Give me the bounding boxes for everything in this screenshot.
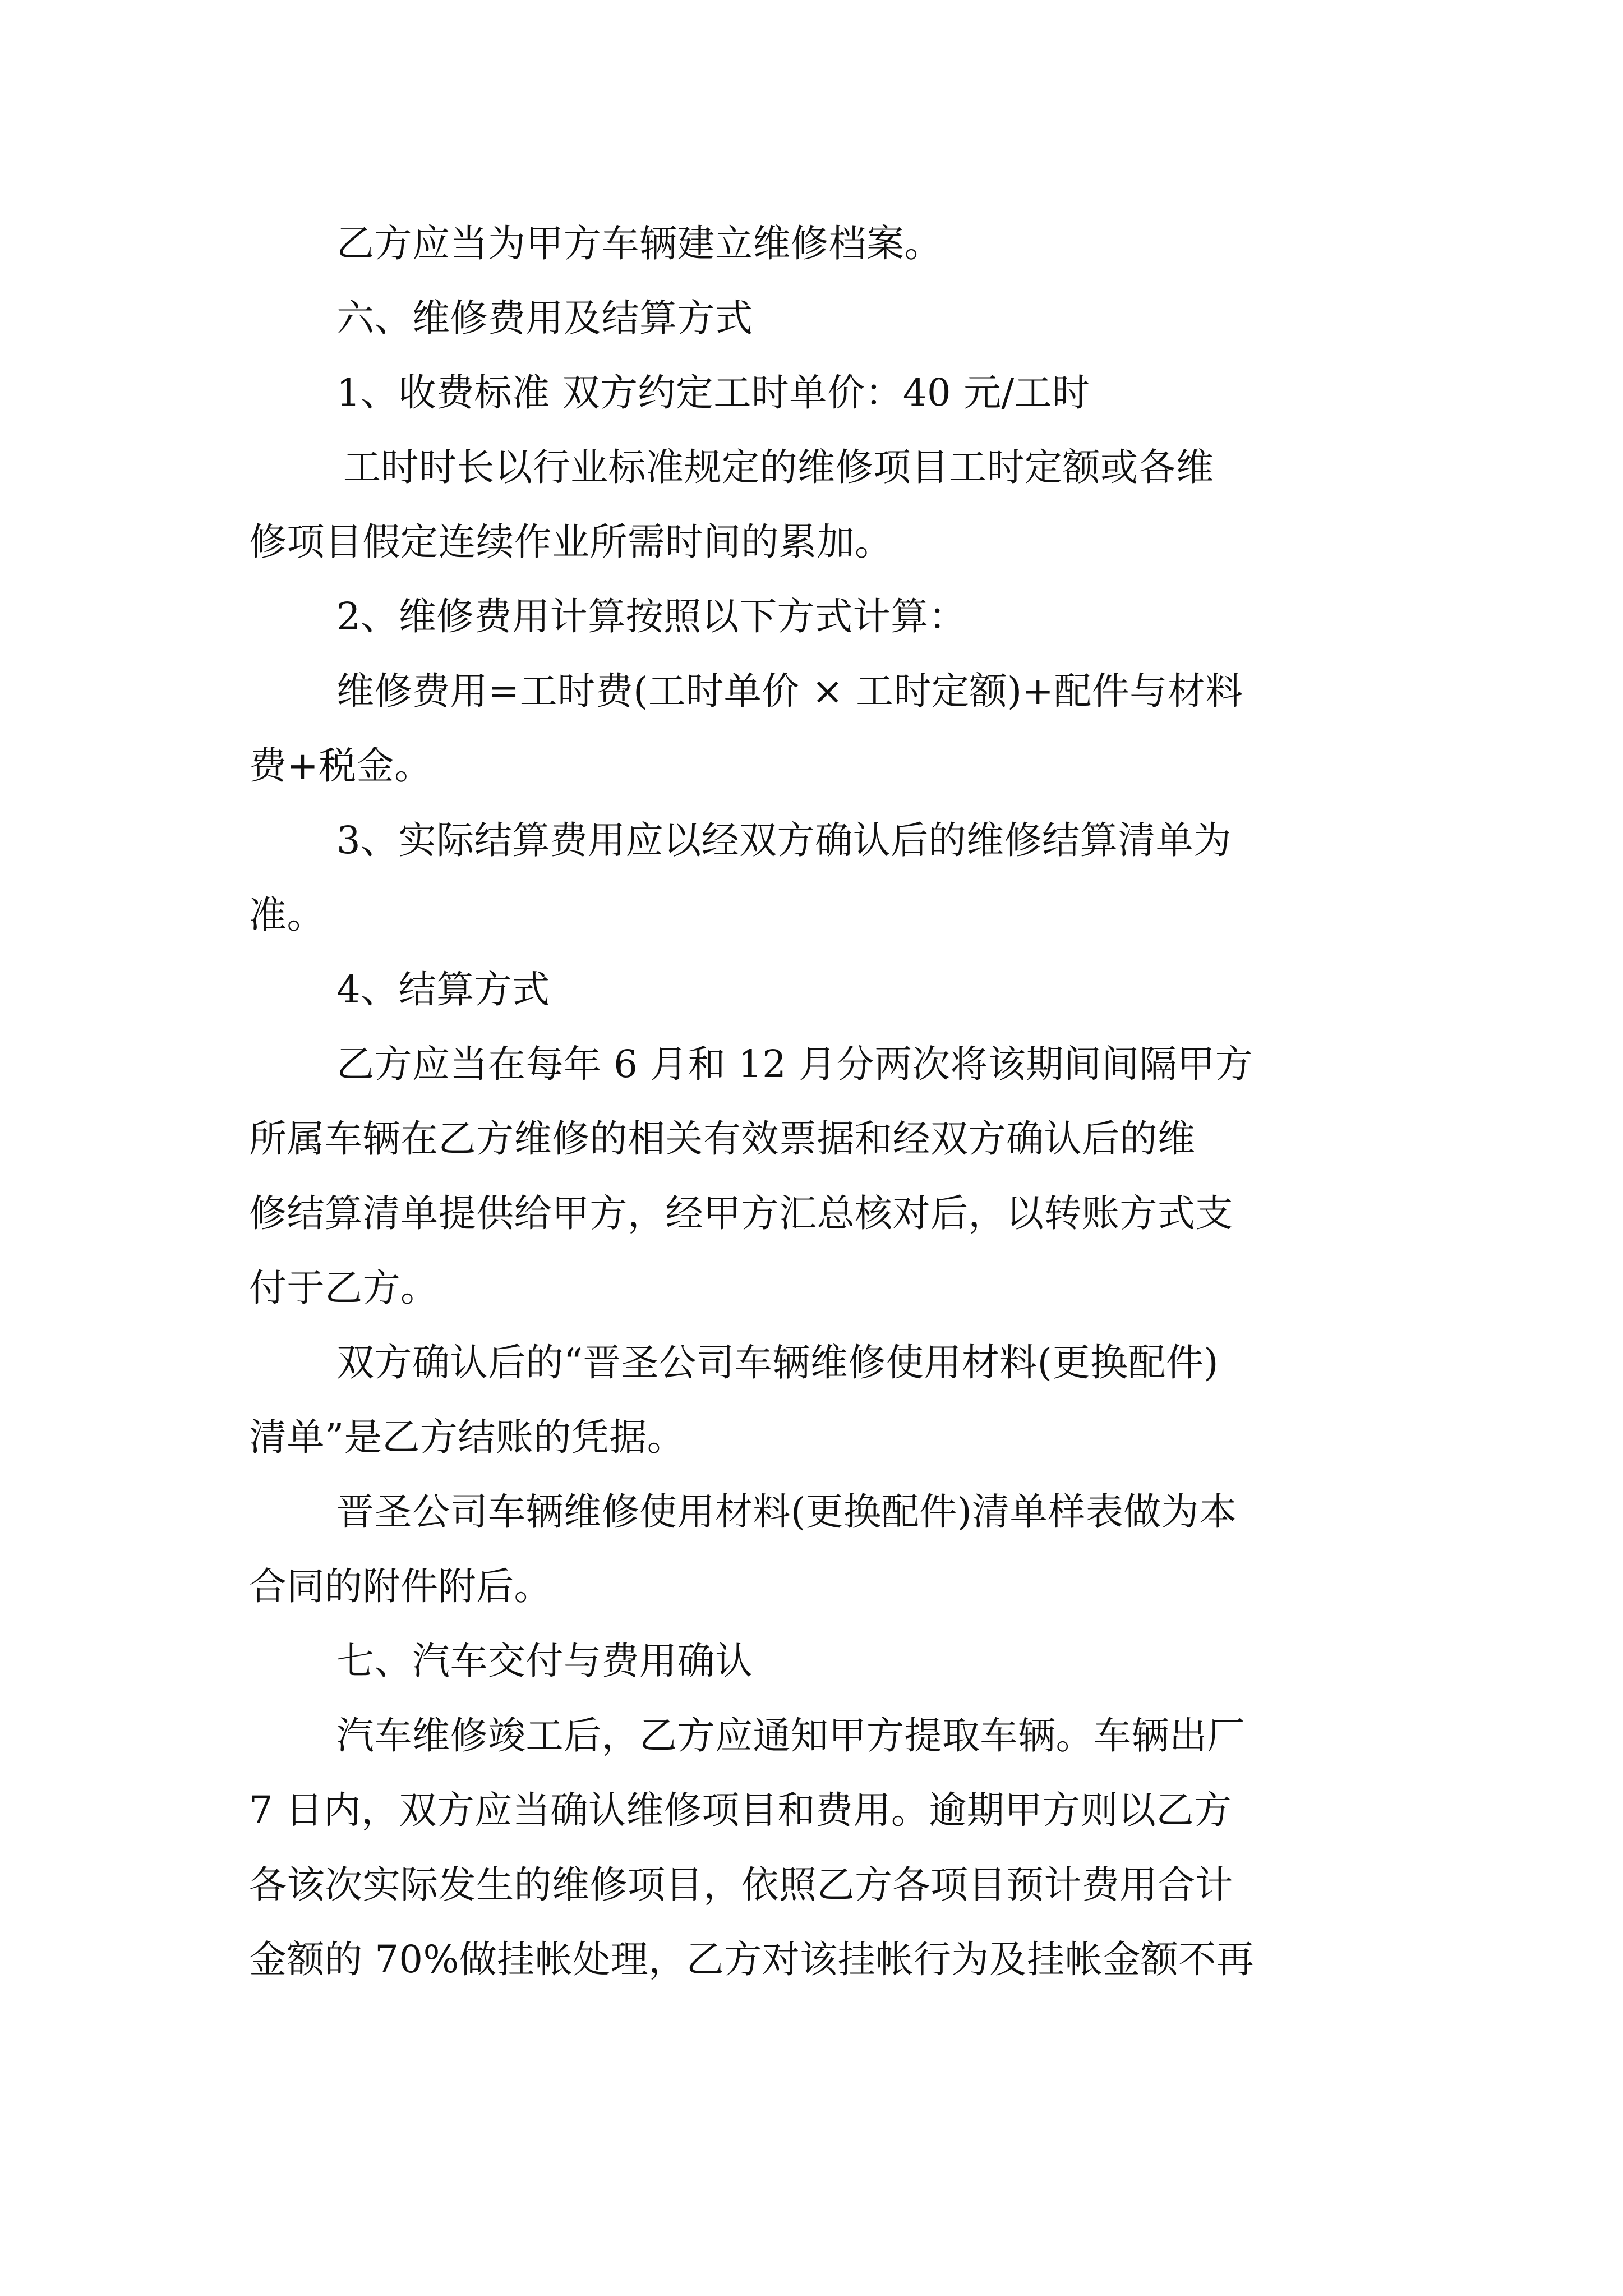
paragraph-line: 双方确认后的“晋圣公司车辆维修使用材料(更换配件) [336, 1341, 1219, 1384]
paragraph-line: 修项目假定连续作业所需时间的累加。 [249, 520, 893, 564]
paragraph-line: 准。 [249, 893, 325, 937]
paragraph-line: 乙方应当为甲方车辆建立维修档案。 [336, 222, 942, 265]
paragraph-line: 所属车辆在乙方维修的相关有效票据和经双方确认后的维 [249, 1117, 1196, 1161]
paragraph-line: 3、实际结算费用应以经双方确认后的维修结算清单为 [336, 818, 1232, 862]
paragraph-line: 各该次实际发生的维修项目，依照乙方各项目预计费用合计 [249, 1863, 1233, 1907]
paragraph-line: 晋圣公司车辆维修使用材料(更换配件)清单样表做为本 [336, 1490, 1237, 1534]
paragraph-line: 汽车维修竣工后，乙方应通知甲方提取车辆。车辆出厂 [336, 1714, 1245, 1757]
paragraph-line: 工时时长以行业标准规定的维修项目工时定额或各维 [343, 445, 1214, 489]
paragraph-line: 费+税金。 [249, 744, 432, 788]
paragraph-line: 合同的附件附后。 [249, 1565, 552, 1608]
paragraph-line: 付于乙方。 [249, 1266, 439, 1310]
paragraph-line: 4、结算方式 [336, 968, 550, 1011]
paragraph-line: 1、收费标准 双方约定工时单价：40 元/工时 [336, 371, 1090, 415]
paragraph-line: 金额的 70%做挂帐处理，乙方对该挂帐行为及挂帐金额不再 [249, 1938, 1255, 1981]
section-heading: 六、维修费用及结算方式 [336, 296, 753, 340]
paragraph-line: 乙方应当在每年 6 月和 12 月分两次将该期间间隔甲方 [336, 1042, 1253, 1086]
section-heading: 七、汽车交付与费用确认 [336, 1639, 753, 1683]
paragraph-line: 维修费用=工时费(工时单价 × 工时定额)+配件与材料 [336, 669, 1243, 713]
paragraph-line: 修结算清单提供给甲方，经甲方汇总核对后，以转账方式支 [249, 1191, 1233, 1235]
paragraph-line: 2、维修费用计算按照以下方式计算： [336, 595, 967, 638]
paragraph-line: 7 日内，双方应当确认维修项目和费用。逾期甲方则以乙方 [249, 1788, 1232, 1832]
document-body [249, 206, 1387, 1997]
paragraph-line: 清单”是乙方结账的凭据。 [249, 1415, 685, 1459]
